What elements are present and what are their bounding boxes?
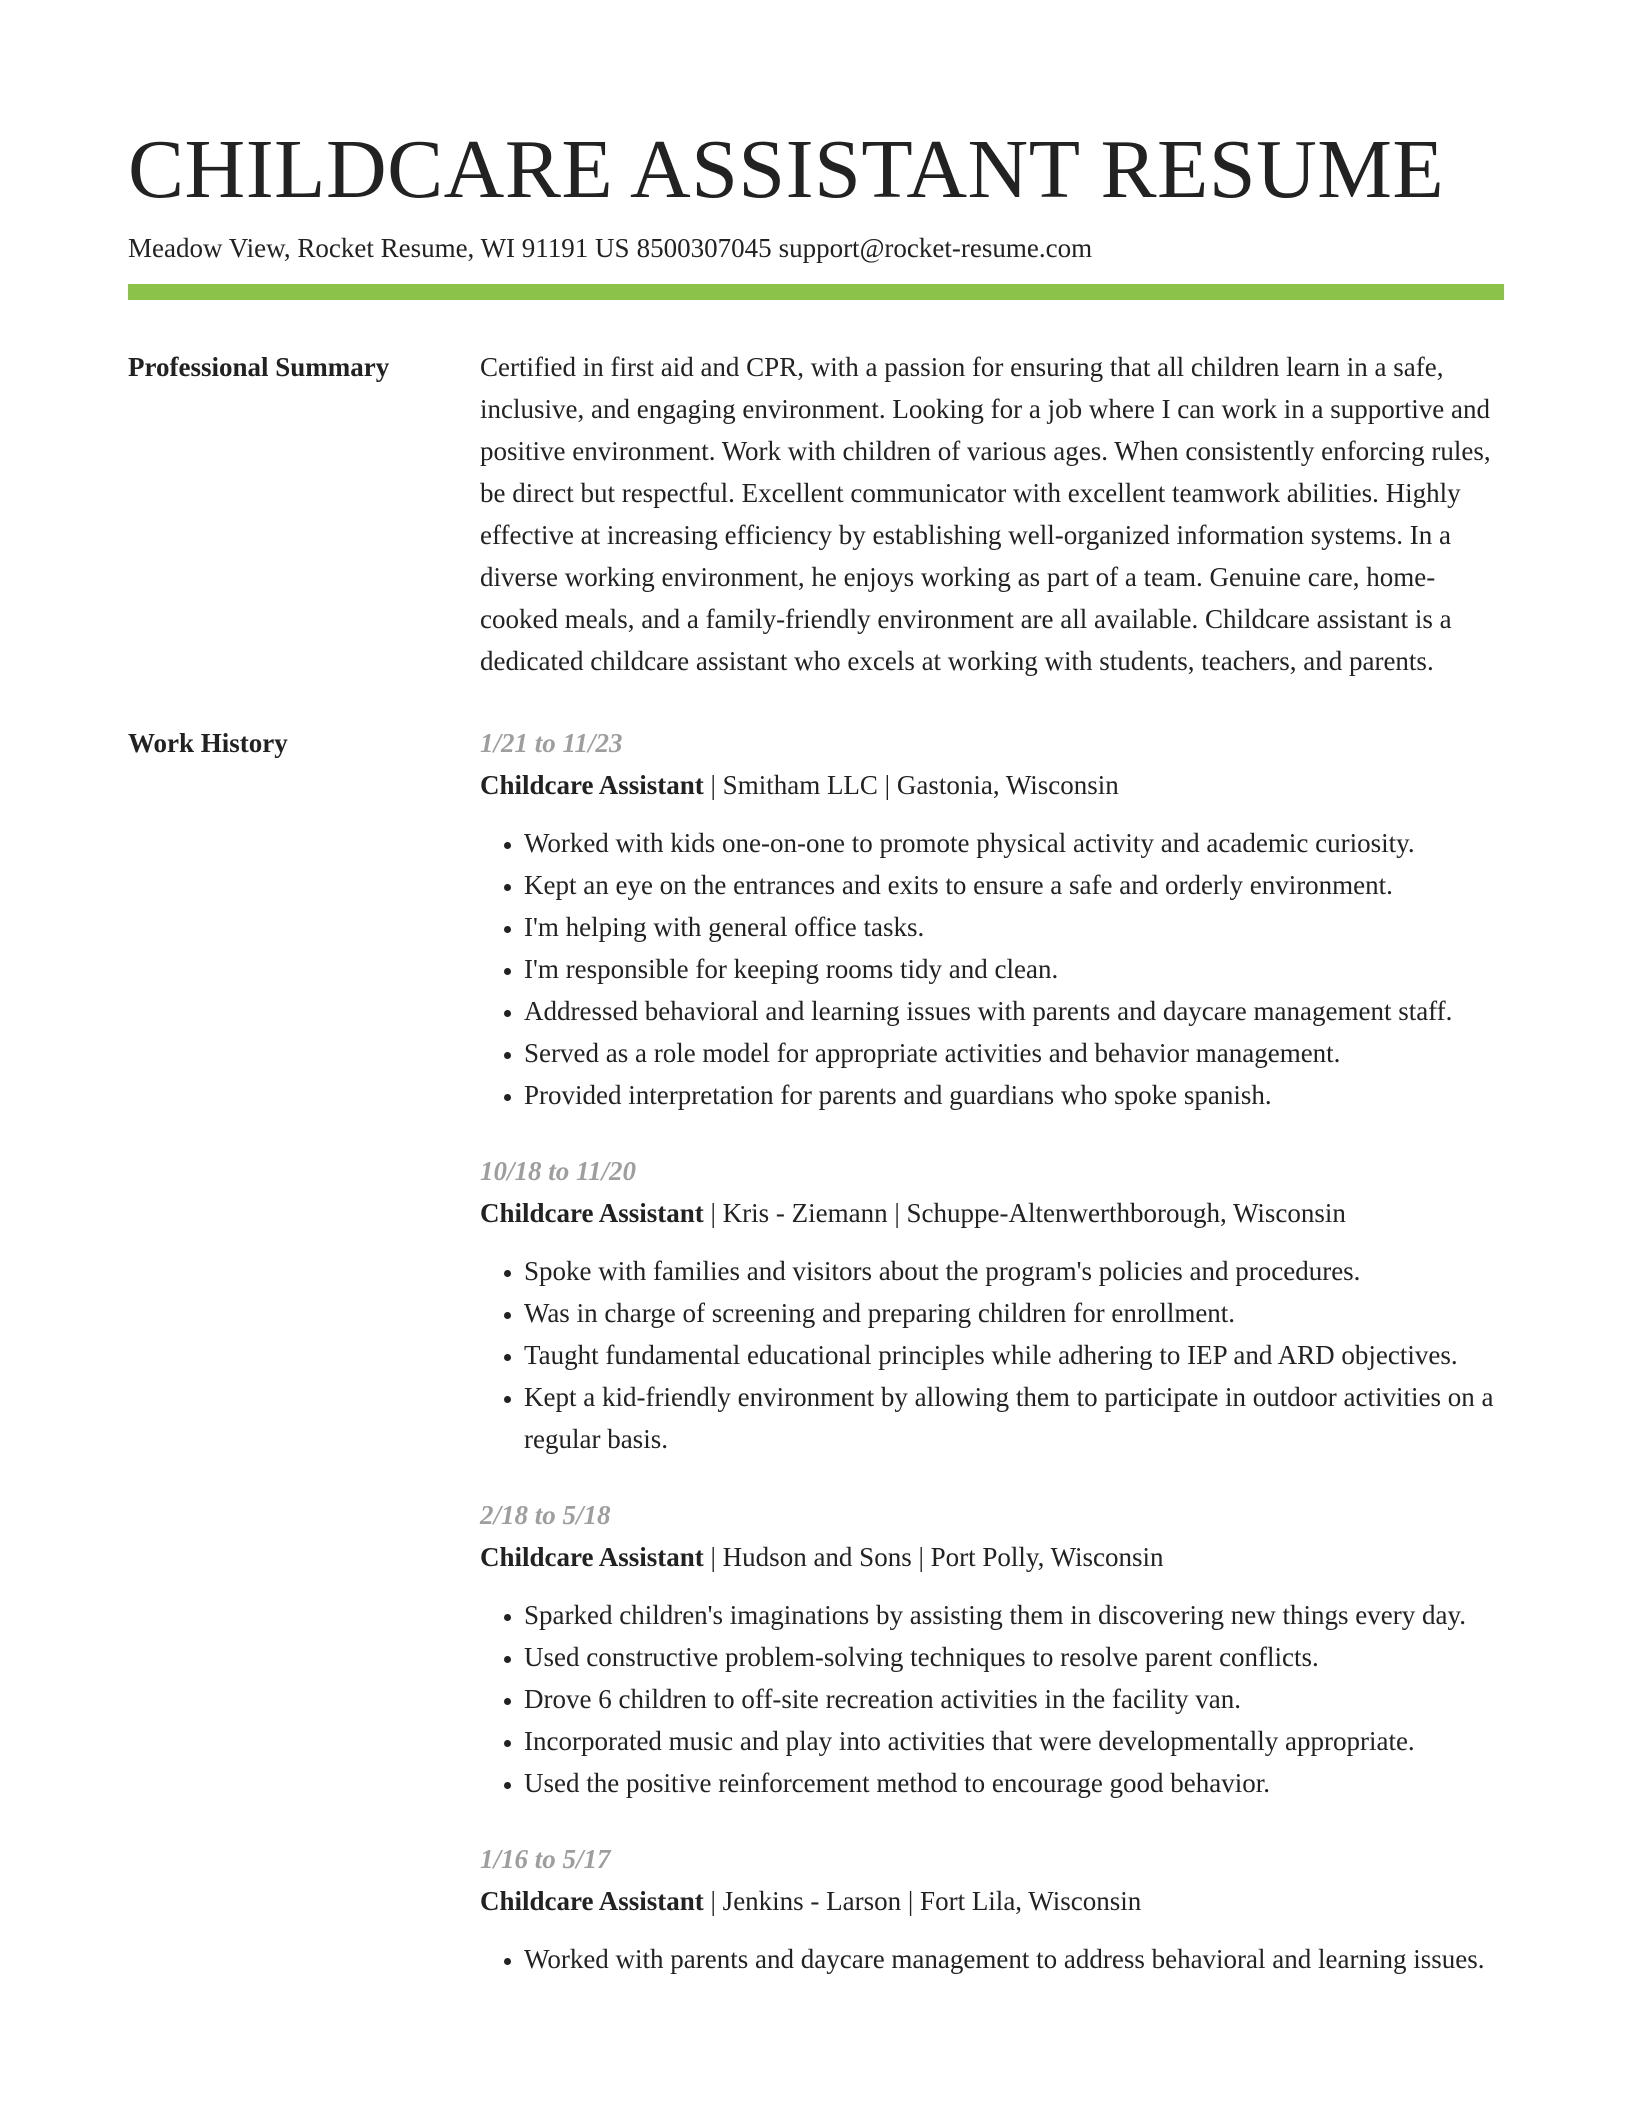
job-bullet: • Incorporated music and play into activities that were developmentally appropriate. bbox=[524, 1720, 1504, 1762]
job-bullet-list bbox=[480, 1594, 1504, 1804]
contact-line bbox=[128, 230, 1504, 266]
job-bullet: • Drove 6 children to off-site recreation activities in the facility van. bbox=[524, 1678, 1504, 1720]
job-bullet: • Worked with kids one-on-one to promote physical activity and academic curiosity. bbox=[524, 822, 1504, 864]
job-bullet: • Worked with parents and daycare management to address behavioral and learning issues. bbox=[524, 1938, 1504, 1980]
job-dates: 10/18 to 11/20 bbox=[480, 1156, 637, 1186]
job-entry bbox=[480, 722, 1504, 1116]
job-company-location: | Jenkins - Larson | Fort Lila, Wisconsin bbox=[703, 1886, 1142, 1916]
job-bullet: • Sparked children's imaginations by assisting them in discovering new things every day. bbox=[524, 1594, 1504, 1636]
job-bullet: • Taught fundamental educational principles while adhering to IEP and ARD objectives. bbox=[524, 1334, 1504, 1376]
job-title: Childcare Assistant bbox=[480, 1542, 704, 1572]
job-bullet: • Used the positive reinforcement method to encourage good behavior. bbox=[524, 1762, 1504, 1804]
job-bullet: • Provided interpretation for parents and guardians who spoke spanish. bbox=[524, 1074, 1504, 1116]
job-bullet: • Kept an eye on the entrances and exits to ensure a safe and orderly environment. bbox=[524, 864, 1504, 906]
contact-address: Meadow View, Rocket Resume, WI 91191 US bbox=[128, 233, 630, 263]
work-history-section bbox=[128, 722, 1504, 2014]
resume-page bbox=[128, 120, 1504, 2014]
job-bullet-list bbox=[480, 1250, 1504, 1460]
work-history-body bbox=[480, 722, 1504, 2014]
job-company-location: | Hudson and Sons | Port Polly, Wisconsin bbox=[703, 1542, 1164, 1572]
job-dates: 1/21 to 11/23 bbox=[480, 728, 623, 758]
professional-summary-section bbox=[128, 346, 1504, 682]
job-bullet: • Used constructive problem-solving techniques to resolve parent conflicts. bbox=[524, 1636, 1504, 1678]
summary-body bbox=[480, 346, 1504, 682]
job-entry bbox=[480, 1150, 1504, 1460]
job-bullet: • Served as a role model for appropriate activities and behavior management. bbox=[524, 1032, 1504, 1074]
job-title: Childcare Assistant bbox=[480, 1198, 704, 1228]
job-bullet: • I'm helping with general office tasks. bbox=[524, 906, 1504, 948]
accent-divider bbox=[128, 284, 1504, 300]
job-company-location: | Kris - Ziemann | Schuppe-Altenwerthborough, Wisconsin bbox=[703, 1198, 1346, 1228]
job-title: Childcare Assistant bbox=[480, 770, 704, 800]
job-entry bbox=[480, 1838, 1504, 1980]
job-title: Childcare Assistant bbox=[480, 1886, 704, 1916]
job-company-location: | Smitham LLC | Gastonia, Wisconsin bbox=[703, 770, 1119, 800]
job-title-line bbox=[480, 764, 1504, 806]
contact-phone: 8500307045 bbox=[636, 233, 772, 263]
contact-email[interactable]: support@rocket-resume.com bbox=[778, 233, 1093, 263]
job-title-line bbox=[480, 1192, 1504, 1234]
section-label-summary: Professional Summary bbox=[128, 352, 390, 382]
job-dates: 1/16 to 5/17 bbox=[480, 1844, 611, 1874]
job-entry bbox=[480, 1494, 1504, 1804]
job-title-line bbox=[480, 1536, 1504, 1578]
section-label-work-history: Work History bbox=[128, 728, 288, 758]
job-bullet: • Addressed behavioral and learning issues with parents and daycare management staff. bbox=[524, 990, 1504, 1032]
job-dates: 2/18 to 5/18 bbox=[480, 1500, 611, 1530]
job-bullet: • Was in charge of screening and preparing children for enrollment. bbox=[524, 1292, 1504, 1334]
job-bullet-list bbox=[480, 822, 1504, 1116]
job-bullet: • I'm responsible for keeping rooms tidy and clean. bbox=[524, 948, 1504, 990]
job-bullet: • Spoke with families and visitors about the program's policies and procedures. bbox=[524, 1250, 1504, 1292]
resume-title: CHILDCARE ASSISTANT RESUME bbox=[128, 123, 1445, 216]
job-bullet: • Kept a kid-friendly environment by allowing them to participate in outdoor activities on a regular basis. bbox=[524, 1376, 1504, 1460]
job-bullet-list bbox=[480, 1938, 1504, 1980]
summary-text: Certified in first aid and CPR, with a passion for ensuring that all children learn in a safe, inclusive, and engaging environment. Looking for a job where I can work in a supportive and positive environment. Work with children of various ages. When consistently enforcing rules, be direct but respectful. Excellent communicator with excellent teamwork abilities. Highly effective at increasing efficiency by establishing well-organized information systems. In a diverse working environment, he enjoys working as part of a team. Genuine care, home-cooked meals, and a family-friendly environment are all available. Childcare assistant is a dedicated childcare assistant who excels at working with students, teachers, and parents. bbox=[480, 352, 1491, 676]
job-title-line bbox=[480, 1880, 1504, 1922]
